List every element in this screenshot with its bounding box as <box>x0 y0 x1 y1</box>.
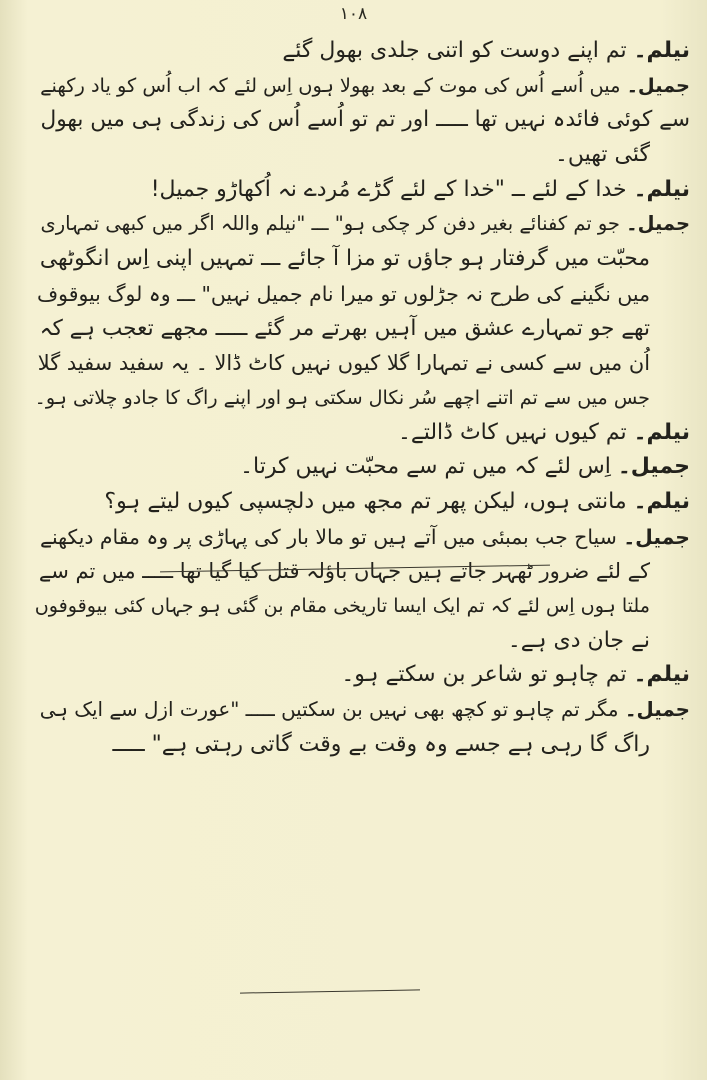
speaker-name: جمیل۔ <box>623 524 690 549</box>
line-text: تھے جو تمہارے عشق میں آہیں بھرتے مر گئے ـــــ مجھے تعجب ہے کہ <box>39 315 650 341</box>
line-text: اُن میں سے کسی نے تمہارا گلا کیوں نہیں کاٹ ڈالا ۔ یہ سفید سفید گلا <box>37 351 650 376</box>
handwritten-underline <box>240 989 420 993</box>
text-line <box>34 381 690 416</box>
text-line <box>37 277 690 312</box>
speaker-name: جمیل۔ <box>617 454 690 480</box>
line-text: ملتا ہوں اِس لئے کہ تم ایک ایسا تاریخی مقام بن گئی ہو جہاں کئی بیوقوفوں <box>34 594 650 617</box>
text-line <box>40 485 690 520</box>
text-line <box>40 242 690 277</box>
speaker-name: نیلم۔ <box>633 419 690 445</box>
line-text: تم کیوں نہیں کاٹ ڈالتے۔ <box>397 419 634 445</box>
speaker-name: نیلم۔ <box>633 38 690 63</box>
line-text: جس میں سے تم اتنے اچھے سُر نکال سکتی ہو اور اپنے راگ کا جادو چلاتی ہو۔ <box>34 385 650 409</box>
text-line <box>40 693 690 728</box>
speaker-name: نیلم۔ <box>633 662 690 688</box>
speaker-name: نیلم۔ <box>633 488 690 514</box>
line-text: محبّت میں گرفتار ہو جاؤں تو مزا آ جائے ـــ تمہیں اپنی اِس انگوٹھی <box>39 246 650 272</box>
text-line <box>40 34 690 69</box>
text-line <box>40 554 690 589</box>
text-line <box>40 624 690 659</box>
speaker-name: جمیل۔ <box>626 212 690 236</box>
speaker-name: جمیل۔ <box>624 698 690 722</box>
text-line <box>40 416 690 451</box>
line-text: میں نگینے کی طرح نہ جڑلوں تو میرا نام جمیل نہیں" ـــ وہ لوگ بیوقوف <box>37 281 650 306</box>
line-text: سیاح جب بمبئی میں آتے ہیں تو مالا بار کی پہاڑی پر وہ مقام دیکھنے <box>40 524 624 549</box>
text-line <box>40 207 690 242</box>
line-text: جو تم کفنائے بغیر دفن کر چکی ہو" ـــ "نیلم واللہ اگر میں کبھی تمہاری <box>40 212 627 236</box>
page-number: ۱۰۸ <box>339 4 368 24</box>
text-line <box>40 103 690 138</box>
text-line <box>40 69 690 104</box>
speaker-name: جمیل۔ <box>626 73 690 97</box>
line-text: میں اُسے اُس کی موت کے بعد بھولا ہوں اِس لئے کہ اب اُس کو یاد رکھنے <box>40 73 627 97</box>
text-line <box>37 346 690 381</box>
line-text: نے جان دی ہے۔ <box>507 627 650 653</box>
line-text: خدا کے لئے ــ "خدا کے لئے گڑے مُردے نہ اُکھاڑو جمیل! <box>150 176 634 202</box>
dialogue-text-block <box>34 34 690 762</box>
text-line <box>40 138 690 173</box>
line-text: اِس لئے کہ میں تم سے محبّت نہیں کرتا۔ <box>240 454 618 480</box>
text-line <box>40 450 690 485</box>
text-line <box>40 728 690 763</box>
line-text: گئی تھیں۔ <box>555 142 650 168</box>
text-line <box>40 658 690 693</box>
text-line <box>34 589 690 624</box>
line-text: تم چاہو تو شاعر بن سکتے ہو۔ <box>341 662 634 688</box>
line-text: تم اپنے دوست کو اتنی جلدی بھول گئے <box>282 38 634 63</box>
line-text: مگر تم چاہو تو کچھ بھی نہیں بن سکتیں ـــــ "عورت ازل سے ایک ہی <box>39 698 625 722</box>
line-text: راگ گا رہی ہے جسے وہ وقت بے وقت گاتی رہتی ہے" ـــــ <box>112 731 650 757</box>
speaker-name: نیلم۔ <box>633 176 690 202</box>
line-text: کے لئے ضرور ٹھہر جاتے ہیں جہاں باؤلہ قتل کیا گیا تھا ـــــ میں تم سے <box>38 558 650 584</box>
line-text: مانتی ہوں، لیکن پھر تم مجھ میں دلچسپی کیوں لیتے ہو؟ <box>104 488 634 514</box>
text-line <box>40 520 690 555</box>
text-line <box>40 312 690 347</box>
line-text: سے کوئی فائدہ نہیں تھا ـــــ اور تم تو اُسے اُس کی زندگی ہی میں بھول <box>40 107 690 133</box>
text-line <box>40 173 690 208</box>
